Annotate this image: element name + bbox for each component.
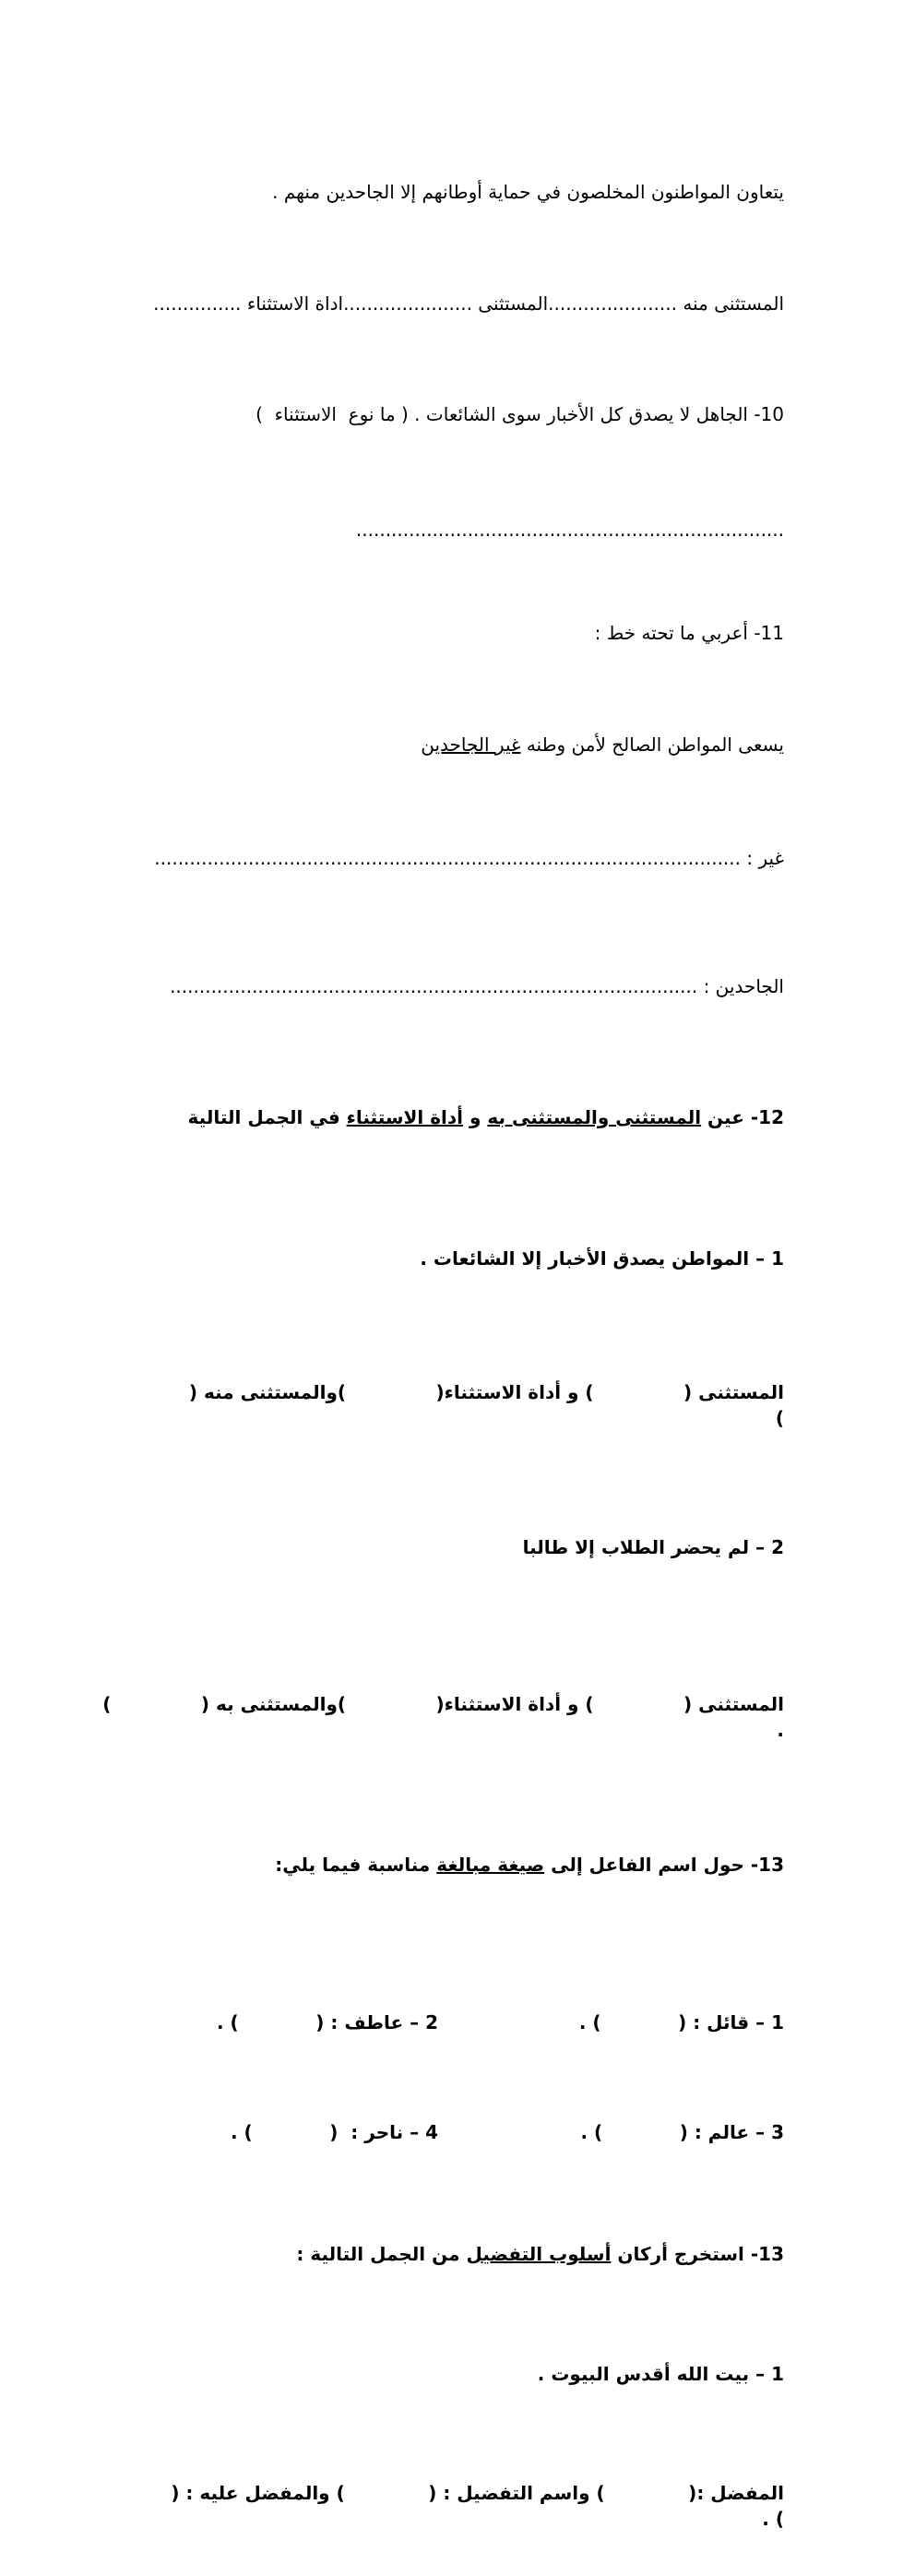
question-13-tafdeel-part-2: من الجمل التالية : xyxy=(296,2243,467,2265)
question-12-blanks-2: المستثنى ( ) و أداة الاستثناء( )والمستثنى به ( ) . xyxy=(96,1693,784,1741)
question-13-mubalagha xyxy=(92,1852,784,1878)
tafdeel-item-1: 1 – بيت الله أقدس البيوت . xyxy=(537,2363,784,2385)
tafdeel-blanks: المفضل :( ) واسم التفضيل : ( ) والمفضل عليه : ( ) . xyxy=(87,2482,784,2530)
mubalagha-item-1: 1 – قائل : ( ) . xyxy=(578,2011,784,2033)
jahideen-answer-line: الجاحدين : .......................................................................................... xyxy=(170,975,784,997)
question-12-blanks-1: المستثنى ( ) و أداة الاستثناء( )والمستثنى منه ( ) xyxy=(99,1381,784,1429)
question-13-tafdeel-underlined: أسلوب التفضيل xyxy=(466,2243,612,2265)
question-12-part-2: و xyxy=(463,1106,488,1128)
question-12-underlined-1: المستثنى والمستثنى به xyxy=(487,1106,702,1128)
mubalagha-row-2 xyxy=(92,2119,784,2145)
question-13-tafdeel-part-1: 13- استخرج أركان xyxy=(611,2243,784,2265)
mubalagha-item-4: 4 – ناحر : ( ) . xyxy=(230,2121,438,2143)
question-12-item-2: 2 – لم يحضر الطلاب إلا طالبا xyxy=(522,1536,784,1558)
question-10: 10- الجاهل لا يصدق كل الأخبار سوى الشائعات . ( ما نوع الاستثناء ) xyxy=(255,403,784,425)
mubalagha-item-2: 2 – عاطف : ( ) . xyxy=(217,2011,438,2033)
question-12-part-3: في الجمل التالية xyxy=(187,1106,347,1128)
question-12-part-1: 12- عين xyxy=(701,1106,784,1128)
intro-sentence: يتعاون المواطنون المخلصون في حماية أوطانهم إلا الجاحدين منهم . xyxy=(272,181,784,203)
i3rab-sentence xyxy=(92,732,784,757)
question-13-mubalagha-part-2: مناسبة فيما يلي: xyxy=(275,1854,437,1876)
question-12-underlined-2: أداة الاستثناء xyxy=(346,1106,464,1128)
question-13-mubalagha-part-1: 13- حول اسم الفاعل إلى xyxy=(544,1854,784,1876)
question-11: 11- أعربي ما تحته خط : xyxy=(594,622,784,644)
mubalagha-row-1 xyxy=(92,2010,784,2035)
question-12-item-1: 1 – المواطن يصدق الأخبار إلا الشائعات . xyxy=(420,1247,784,1270)
question-10-answer-dots: ......................................................................... xyxy=(355,519,784,541)
question-12 xyxy=(92,1104,784,1130)
extraction-labels-line: المستثنى منه ......................المستثنى ......................اداة الاستثناء ............... xyxy=(153,292,784,315)
mubalagha-item-3: 3 – عالم : ( ) . xyxy=(580,2121,784,2143)
question-13-tafdeel xyxy=(92,2241,784,2267)
i3rab-sentence-plain: يسعى المواطن الصالح لأمن وطنه xyxy=(520,733,784,756)
ghayr-answer-line: غير : .................................................................................................... xyxy=(154,847,784,869)
question-13-mubalagha-underlined: صيغة مبالغة xyxy=(436,1854,545,1876)
i3rab-sentence-underlined: غير الجاحدين xyxy=(421,733,521,756)
